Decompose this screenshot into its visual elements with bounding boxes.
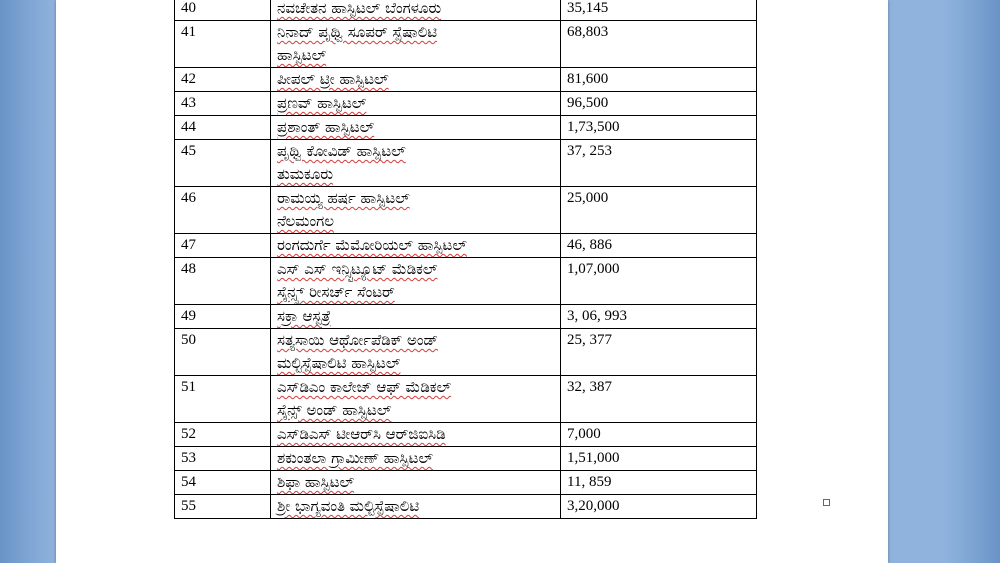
hospital-name-line: ಮಲ್ಟಿಸ್ಪೆಷಾಲಿಟಿ ಹಾಸ್ಪಿಟಲ್ xyxy=(277,354,401,372)
amount-cell[interactable]: 37, 253 xyxy=(561,140,757,187)
hospital-name-line: ಪೀಪಲ್ ಟ್ರೀ ಹಾಸ್ಪಿಟಲ್ xyxy=(277,70,389,88)
amount-cell[interactable]: 11, 859 xyxy=(561,471,757,495)
hospital-name-cell[interactable] xyxy=(271,92,561,116)
hospital-name-cell[interactable] xyxy=(271,471,561,495)
table-row xyxy=(175,234,757,258)
hospital-name-cell[interactable] xyxy=(271,258,561,305)
amount-cell[interactable]: 3, 06, 993 xyxy=(561,305,757,329)
hospital-name-cell[interactable] xyxy=(271,423,561,447)
hospital-name-line: ಸೈನ್ಸ್ ಅಂಡ್ ಹಾಸ್ಪಿಟಲ್ xyxy=(277,401,392,419)
hospital-name-cell[interactable] xyxy=(271,187,561,234)
row-number-cell[interactable]: 51 xyxy=(175,376,271,423)
table-row xyxy=(175,21,757,68)
row-number-cell[interactable]: 53 xyxy=(175,447,271,471)
table-row xyxy=(175,329,757,376)
hospital-name-cell[interactable] xyxy=(271,116,561,140)
hospital-name-cell[interactable] xyxy=(271,329,561,376)
row-number-cell[interactable]: 54 xyxy=(175,471,271,495)
row-number-cell[interactable]: 48 xyxy=(175,258,271,305)
amount-cell[interactable]: 25,000 xyxy=(561,187,757,234)
amount-cell[interactable]: 1,73,500 xyxy=(561,116,757,140)
amount-cell[interactable]: 96,500 xyxy=(561,92,757,116)
table-row xyxy=(175,447,757,471)
hospital-name-line: ಎಸ್ ಎಸ್ ಇನ್ಸ್ಟಿಟ್ಯೂಟ್ ಮೆಡಿಕಲ್ xyxy=(277,260,438,278)
hospital-name-line: ಎಸ್‌ಡಿಎಂ ಕಾಲೇಜ್ ಆಫ್ ಮೆಡಿಕಲ್ xyxy=(277,378,452,396)
hospital-name-line: ಹಾಸ್ಪಿಟಲ್ xyxy=(277,46,327,64)
hospital-name-line: ನೆಲಮಂಗಲ xyxy=(277,212,334,230)
amount-cell[interactable]: 3,20,000 xyxy=(561,495,757,519)
table-row xyxy=(175,423,757,447)
hospital-name-line: ರಾಮಯ್ಯ ಹರ್ಷ ಹಾಸ್ಪಿಟಲ್ xyxy=(277,189,410,207)
amount-cell[interactable]: 25, 377 xyxy=(561,329,757,376)
row-number-cell[interactable]: 47 xyxy=(175,234,271,258)
table-row xyxy=(175,68,757,92)
hospital-name-cell[interactable] xyxy=(271,447,561,471)
hospital-name-cell[interactable] xyxy=(271,305,561,329)
row-number-cell[interactable]: 49 xyxy=(175,305,271,329)
hospital-name-line: ಪೃಥ್ವಿ ಕೋವಿಡ್ ಹಾಸ್ಪಿಟಲ್ xyxy=(277,142,406,160)
table-row xyxy=(175,305,757,329)
hospital-name-line: ಶಕುಂತಲಾ ಗ್ರಾಮೀಣ್ ಹಾಸ್ಪಿಟಲ್ xyxy=(277,449,433,467)
row-number-cell[interactable]: 45 xyxy=(175,140,271,187)
table-row xyxy=(175,92,757,116)
row-number-cell[interactable]: 41 xyxy=(175,21,271,68)
hospital-name-line: ಪ್ರಣವ್ ಹಾಸ್ಪಿಟಲ್ xyxy=(277,94,367,112)
table-row xyxy=(175,140,757,187)
row-number-cell[interactable]: 50 xyxy=(175,329,271,376)
hospital-name-line: ಸತ್ಯಸಾಯಿ ಆರ್ಥೋಪೆಡಿಕ್ ಅಂಡ್ xyxy=(277,331,438,349)
table-row xyxy=(175,376,757,423)
table-row xyxy=(175,495,757,519)
table-row xyxy=(175,187,757,234)
hospital-name-cell[interactable] xyxy=(271,21,561,68)
hospital-name-line: ಸೈನ್ಸ್ಸ್ ರೀಸರ್ಚ್ ಸೆಂಟರ್ xyxy=(277,283,395,301)
amount-cell[interactable]: 7,000 xyxy=(561,423,757,447)
hospital-name-line: ತುಮಕೂರು xyxy=(277,165,334,183)
table-body xyxy=(175,0,757,519)
hospital-table[interactable] xyxy=(174,0,757,519)
hospital-name-line: ಶ್ರೀ ಭಾಗ್ಯವಂತಿ ಮಲ್ಟಿಸ್ಪೆಷಾಲಿಟಿ xyxy=(277,497,420,515)
row-number-cell[interactable]: 42 xyxy=(175,68,271,92)
amount-cell[interactable]: 35,145 xyxy=(561,0,757,21)
amount-cell[interactable]: 81,600 xyxy=(561,68,757,92)
hospital-name-line: ನಿನಾದ್ ಪೃಥ್ವಿ ಸೂಪರ್ ಸ್ಪೆಷಾಲಿಟಿ xyxy=(277,23,438,41)
amount-cell[interactable]: 68,803 xyxy=(561,21,757,68)
amount-cell[interactable]: 1,07,000 xyxy=(561,258,757,305)
hospital-name-line: ಎಸ್‌ಡಿಎಸ್ ಟೀಆರ್‌ಸಿ ಆರ್‌ಜಿಐಸಿಡಿ xyxy=(277,425,446,443)
amount-cell[interactable]: 1,51,000 xyxy=(561,447,757,471)
row-number-cell[interactable]: 40 xyxy=(175,0,271,21)
row-number-cell[interactable]: 52 xyxy=(175,423,271,447)
table-resize-handle[interactable] xyxy=(823,499,830,506)
table-row xyxy=(175,116,757,140)
document-page[interactable] xyxy=(56,0,888,563)
amount-cell[interactable]: 32, 387 xyxy=(561,376,757,423)
hospital-name-line: ಸಕ್ರಾ ಆಸ್ಪತ್ರೆ xyxy=(277,307,331,325)
hospital-name-line: ನವಚೇತನ ಹಾಸ್ಪಿಟಲ್ ಬೆಂಗಳೂರು xyxy=(277,0,442,17)
hospital-name-line: ರಂಗದುರ್ಗೆ ಮೆಮೋರಿಯಲ್ ಹಾಸ್ಪಿಟಲ್ xyxy=(277,236,467,254)
table-row xyxy=(175,471,757,495)
hospital-name-line: ಶಿಫಾ ಹಾಸ್ಪಿಟಲ್ xyxy=(277,473,355,491)
table-row xyxy=(175,258,757,305)
row-number-cell[interactable]: 44 xyxy=(175,116,271,140)
hospital-name-cell[interactable] xyxy=(271,68,561,92)
hospital-name-cell[interactable] xyxy=(271,376,561,423)
hospital-name-cell[interactable] xyxy=(271,140,561,187)
row-number-cell[interactable]: 46 xyxy=(175,187,271,234)
hospital-name-cell[interactable] xyxy=(271,0,561,21)
hospital-name-cell[interactable] xyxy=(271,234,561,258)
row-number-cell[interactable]: 55 xyxy=(175,495,271,519)
hospital-name-cell[interactable] xyxy=(271,495,561,519)
table-row xyxy=(175,0,757,21)
amount-cell[interactable]: 46, 886 xyxy=(561,234,757,258)
row-number-cell[interactable]: 43 xyxy=(175,92,271,116)
hospital-name-line: ಪ್ರಶಾಂತ್ ಹಾಸ್ಪಿಟಲ್ xyxy=(277,118,375,136)
